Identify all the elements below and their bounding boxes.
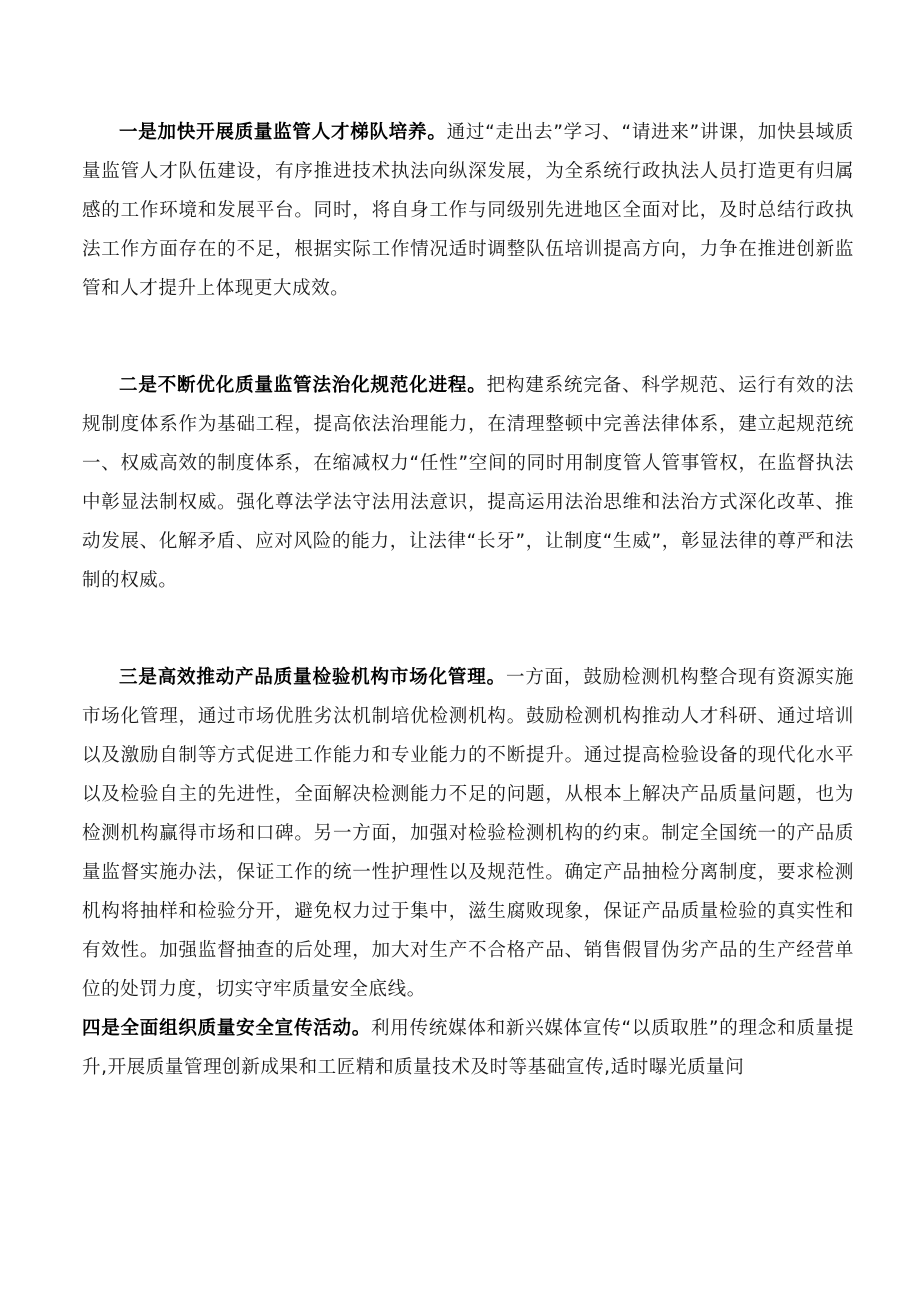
paragraph-4-heading: 四是全面组织质量安全宣传活动。 bbox=[82, 1018, 372, 1039]
paragraph-1-heading: 一是加快开展质量监管人才梯队培养。 bbox=[119, 122, 447, 143]
paragraph-3-heading: 三是高效推动产品质量检验机构市场化管理。 bbox=[119, 667, 506, 688]
paragraph-2 bbox=[82, 366, 854, 600]
paragraph-4-body: 利用传统媒体和新兴媒体宣传“以质取胜”的理念和质量提升,开展质量管理创新成果和工匠精和质量技术及时等基础宣传,适时曝光质量问 bbox=[82, 1018, 854, 1078]
paragraph-3-body: 一方面，鼓励检测机构整合现有资源实施市场化管理，通过市场优胜劣汰机制培优检测机构。鼓励检测机构推动人才科研、通过培训以及激励自制等方式促进工作能力和专业能力的不断提升。通过提高检验设备的现代化水平以及检验自主的先进性，全面解决检测能力不足的问题，从根本上解决产品质量问题，也为检测机构赢得市场和口碑。另一方面，加强对检验检测机构的约束。制定全国统一的产品质量监督实施办法，保证工作的统一性护理性以及规范性。确定产品抽检分离制度，要求检测机构将抽样和检验分开，避免权力过于集中，滋生腐败现象，保证产品质量检验的真实性和有效性。加强监督抽查的后处理，加大对生产不合格产品、销售假冒伪劣产品的生产经营单位的处罚力度，切实守牢质量安全底线。 bbox=[82, 667, 854, 1000]
paragraph-3 bbox=[82, 658, 854, 1009]
paragraph-1-body: 通过“走出去”学习、“请进来”讲课，加快县域质量监管人才队伍建设，有序推进技术执法向纵深发展，为全系统行政执法人员打造更有归属感的工作环境和发展平台。同时，将自身工作与同级别先进地区全面对比，及时总结行政执法工作方面存在的不足，根据实际工作情况适时调整队伍培训提高方向，力争在推进创新监管和人才提升上体现更大成效。 bbox=[82, 122, 855, 299]
paragraph-2-heading: 二是不断优化质量监管法治化规范化进程。 bbox=[119, 375, 487, 396]
paragraph-1 bbox=[82, 113, 854, 308]
paragraph-4 bbox=[82, 1009, 854, 1087]
paragraph-2-body: 把构建系统完备、科学规范、运行有效的法规制度体系作为基础工程，提高依法治理能力，在清理整顿中完善法律体系，建立起规范统一、权威高效的制度体系，在缩减权力“任性”空间的同时用制度管人管事管权，在监督执法中彰显法制权威。强化尊法学法守法用法意识，提高运用法治思维和法治方式深化改革、推动发展、化解矛盾、应对风险的能力，让法律“长牙”，让制度“生威”，彰显法律的尊严和法制的权威。 bbox=[82, 375, 854, 591]
